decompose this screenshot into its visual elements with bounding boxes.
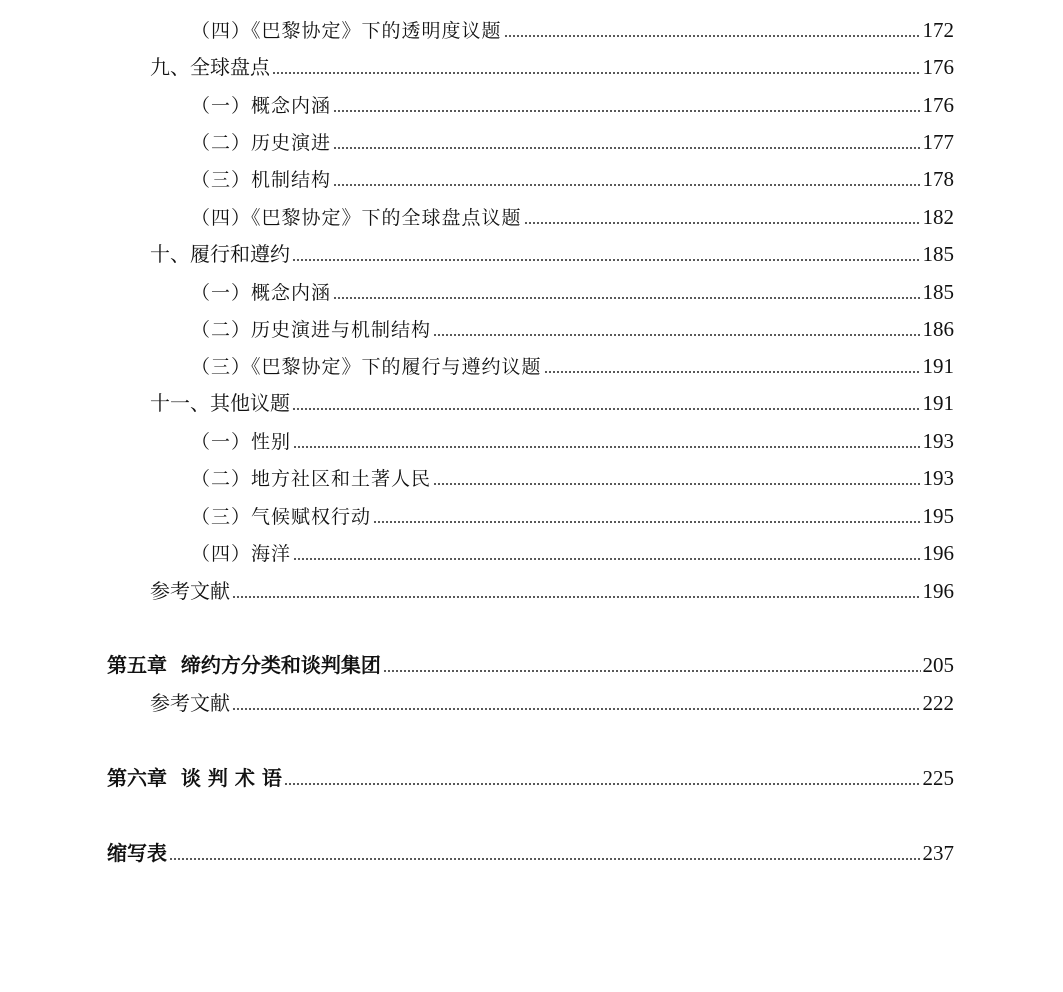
- toc-entry[interactable]: [191, 426, 954, 456]
- toc-dot-leader: [232, 596, 921, 598]
- toc-entry-title: 十一、其他议题: [150, 391, 290, 415]
- toc-entry[interactable]: [191, 15, 954, 45]
- toc-entry[interactable]: [191, 463, 954, 493]
- toc-entry[interactable]: [191, 164, 954, 194]
- toc-entry[interactable]: [150, 239, 954, 269]
- toc-dot-leader: [293, 446, 920, 448]
- toc-dot-leader: [433, 483, 920, 485]
- toc-entry-title: （一）概念内涵: [191, 95, 332, 117]
- toc-entry-page: 196: [922, 541, 954, 565]
- toc-dot-leader: [232, 708, 921, 710]
- toc-dot-leader: [544, 371, 921, 373]
- toc-chapter-entry[interactable]: [107, 650, 954, 680]
- toc-entry-title: （四）《巴黎协定》下的全球盘点议题: [191, 207, 522, 229]
- toc-entry-title: （一）性别: [191, 431, 292, 453]
- toc-dot-leader: [383, 670, 921, 672]
- toc-entry-title: （四）《巴黎协定》下的透明度议题: [191, 20, 502, 42]
- toc-entry-title: 缩写表: [107, 841, 167, 865]
- toc-entry-page: 196: [922, 579, 954, 603]
- toc-entry-page: 237: [922, 841, 954, 865]
- toc-entry-page: 185: [922, 280, 954, 304]
- toc-dot-leader: [292, 259, 921, 261]
- toc-entry[interactable]: [191, 277, 954, 307]
- toc-chapter-entry[interactable]: [107, 763, 954, 793]
- toc-entry-title: 第六章 谈 判 术 语: [107, 766, 282, 790]
- toc-entry[interactable]: [150, 576, 954, 606]
- toc-dot-leader: [504, 35, 921, 37]
- toc-entry[interactable]: [191, 202, 954, 232]
- toc-dot-leader: [284, 783, 921, 785]
- toc-entry-title: 参考文献: [150, 691, 230, 715]
- toc-entry-title: （三）气候赋权行动: [191, 506, 372, 528]
- toc-dot-leader: [292, 408, 921, 410]
- toc-entry-page: 225: [922, 766, 954, 790]
- toc-entry[interactable]: [191, 538, 954, 568]
- toc-dot-leader: [433, 334, 920, 336]
- toc-entry[interactable]: [150, 688, 954, 718]
- toc-dot-leader: [293, 558, 920, 560]
- toc-entry-title: （二）地方社区和土著人民: [191, 468, 432, 490]
- toc-entry-title: 第五章 缔约方分类和谈判集团: [107, 653, 381, 677]
- toc-entry[interactable]: [191, 351, 954, 381]
- toc-entry-title: 九、全球盘点: [150, 55, 270, 79]
- toc-entry-page: 176: [922, 93, 954, 117]
- toc-entry[interactable]: [150, 388, 954, 418]
- toc-entry[interactable]: [150, 52, 954, 82]
- toc-entry-title: 十、履行和遵约: [150, 242, 290, 266]
- toc-entry-page: 185: [922, 242, 954, 266]
- toc-entry[interactable]: [191, 501, 954, 531]
- toc-dot-leader: [272, 72, 921, 74]
- toc-entry-page: 222: [922, 691, 954, 715]
- toc-entry[interactable]: [191, 90, 954, 120]
- toc-entry-page: 205: [922, 653, 954, 677]
- toc-entry-page: 172: [922, 18, 954, 42]
- toc-entry-page: 191: [922, 354, 954, 378]
- toc-entry-page: 193: [922, 429, 954, 453]
- toc-entry-page: 176: [922, 55, 954, 79]
- toc-dot-leader: [169, 858, 921, 860]
- toc-entry-page: 193: [922, 466, 954, 490]
- toc-entry-title: （三）机制结构: [191, 169, 332, 191]
- toc-entry-title: （二）历史演进: [191, 132, 332, 154]
- toc-entry-title: 参考文献: [150, 579, 230, 603]
- toc-entry-page: 191: [922, 391, 954, 415]
- toc-entry-page: 186: [922, 317, 954, 341]
- toc-entry-page: 182: [922, 205, 954, 229]
- toc-entry[interactable]: [191, 127, 954, 157]
- toc-dot-leader: [333, 147, 920, 149]
- toc-entry-title: （二）历史演进与机制结构: [191, 319, 432, 341]
- toc-chapter-entry[interactable]: [107, 838, 954, 868]
- toc-dot-leader: [524, 222, 921, 224]
- toc-dot-leader: [373, 521, 920, 523]
- toc-entry-title: （一）概念内涵: [191, 282, 332, 304]
- toc-dot-leader: [333, 297, 920, 299]
- toc-dot-leader: [333, 184, 920, 186]
- toc-entry-page: 178: [922, 167, 954, 191]
- toc-entry-title: （三）《巴黎协定》下的履行与遵约议题: [191, 356, 542, 378]
- toc-entry-page: 177: [922, 130, 954, 154]
- toc-dot-leader: [333, 110, 920, 112]
- toc-entry[interactable]: [191, 314, 954, 344]
- toc-entry-title: （四）海洋: [191, 543, 292, 565]
- toc-entry-page: 195: [922, 504, 954, 528]
